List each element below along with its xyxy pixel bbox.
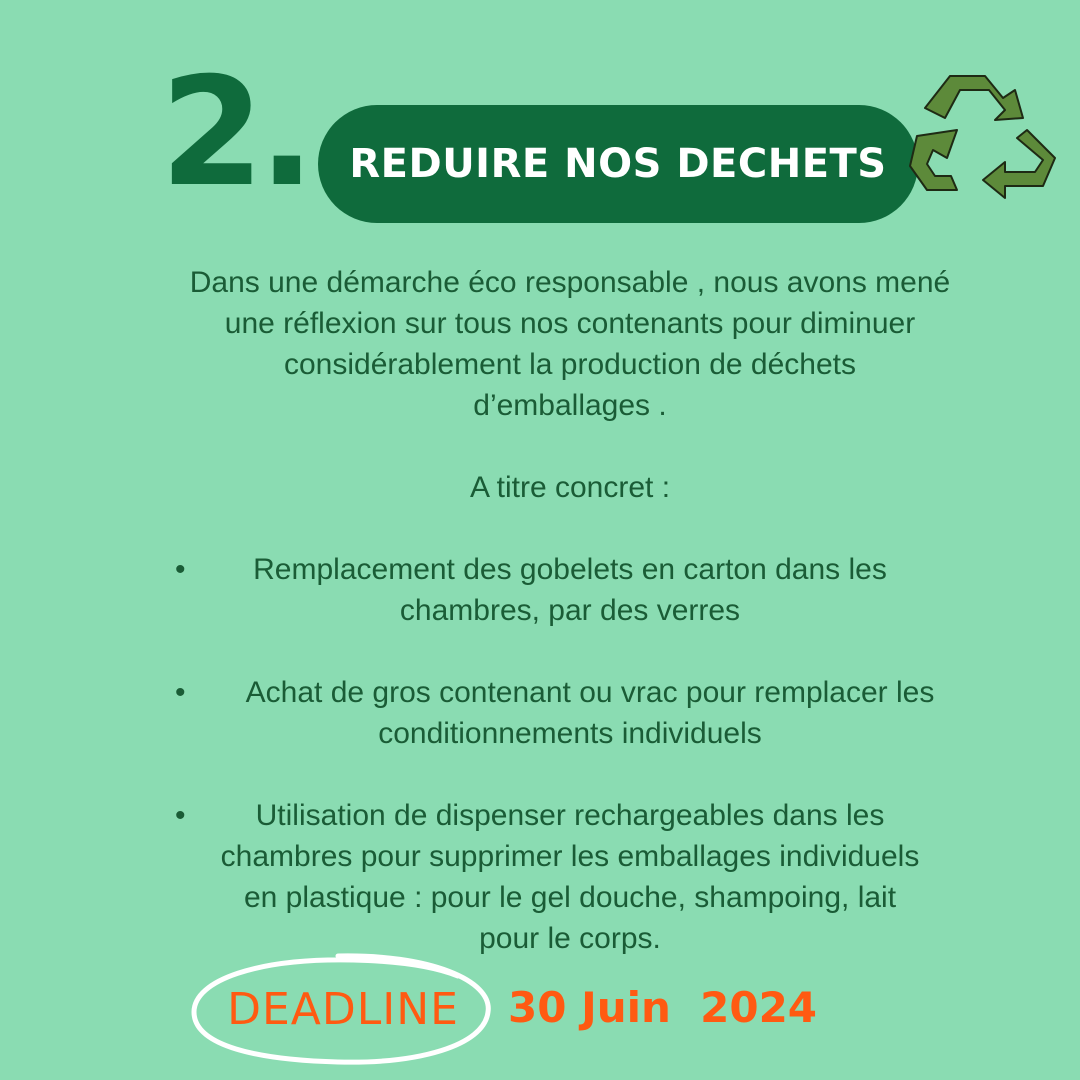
bullet-line: Utilisation de dispenser rechargeables dans les: [255, 799, 885, 832]
bullet-line: pour le corps.: [479, 922, 661, 955]
deadline-date: 30 Juin 2024: [508, 983, 818, 1032]
bullet-line: chambres pour supprimer les emballages individuels: [220, 840, 920, 873]
intro-line: Dans une démarche éco responsable , nous avons mené: [189, 266, 951, 299]
bullet-item: [120, 549, 1020, 631]
bullet-item: [120, 795, 1020, 959]
page-title: REDUIRE NOS DECHETS: [349, 141, 887, 187]
intro-line: considérablement la production de déchets: [283, 348, 857, 381]
bullet-line: chambres, par des verres: [399, 594, 741, 627]
bullet-line: en plastique : pour le gel douche, shampoing, lait: [243, 881, 897, 914]
title-pill: [318, 105, 918, 223]
bullet-line: conditionnements individuels: [378, 717, 762, 750]
deadline-label: DEADLINE: [227, 983, 459, 1035]
bullet-icon: •: [175, 553, 186, 586]
bullet-icon: •: [175, 676, 186, 709]
recycle-icon: [905, 68, 1065, 248]
intro-line: d’emballages .: [473, 389, 667, 422]
deadline-badge: [188, 950, 498, 1068]
bullet-icon: •: [175, 799, 186, 832]
bullet-line: Remplacement des gobelets en carton dans les: [253, 553, 887, 586]
section-number: 2.: [160, 46, 310, 220]
concrete-label: A titre concret :: [469, 471, 671, 504]
bullet-line: Achat de gros contenant ou vrac pour remplacer les: [245, 676, 935, 709]
body-text: [120, 262, 1020, 959]
bullet-item: [120, 672, 1020, 754]
intro-line: une réflexion sur tous nos contenants pour diminuer: [224, 307, 916, 340]
